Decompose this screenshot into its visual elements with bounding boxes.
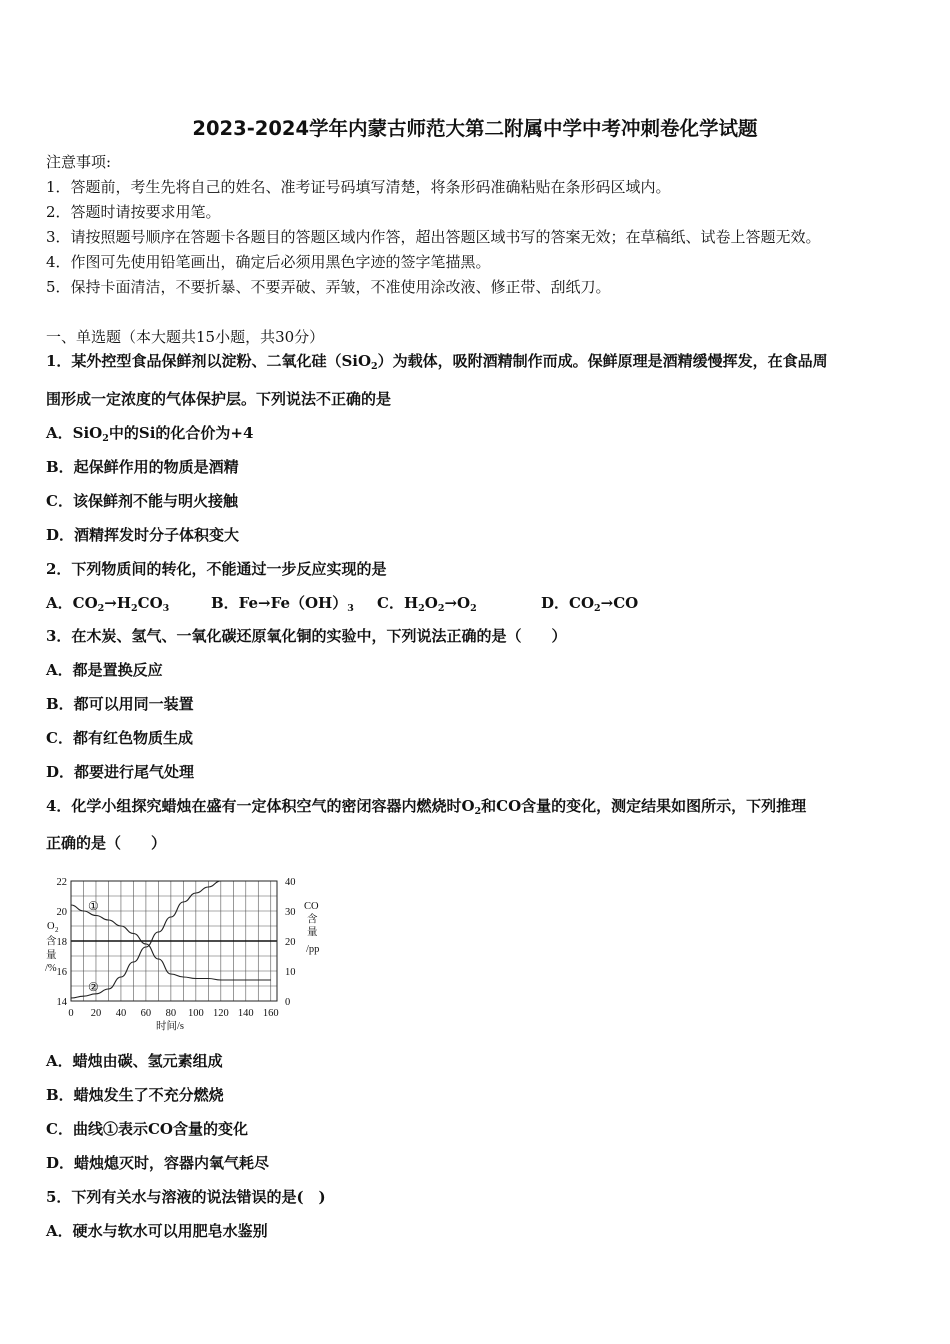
- y-right-label-char: 量: [307, 927, 318, 938]
- x-axis-label: 时间/s: [155, 1021, 185, 1032]
- question-4-option-a: A．蜡烛由碳、氢元素组成: [46, 1052, 223, 1070]
- question-3-option-d: D．都要进行尾气处理: [46, 763, 195, 781]
- x-tick-label: 100: [187, 1008, 204, 1019]
- question-3-option-b: B．都可以用同一装置: [46, 695, 194, 713]
- question-1-option-d: D．酒精挥发时分子体积变大: [46, 526, 240, 544]
- x-tick-labels: [68, 1008, 278, 1019]
- x-tick-label: 120: [212, 1008, 229, 1019]
- question-4-option-c: C．曲线①表示CO含量的变化: [46, 1120, 248, 1138]
- note-item: 4．作图可先使用铅笔画出，确定后必须用黑色字迹的签字笔描黑。: [46, 253, 491, 271]
- question-4-option-d: D．蜡烛熄灭时，容器内氧气耗尽: [46, 1154, 270, 1172]
- x-tick-label: 80: [165, 1008, 177, 1019]
- question-5-option-a: A．硬水与软水可以用肥皂水鉴别: [46, 1222, 268, 1240]
- question-4-stem-line1: 4．化学小组探究蜡烛在盛有一定体积空气的密闭容器内燃烧时$O_2$和CO含量的变化，测定结果如图所示，下列推理: [46, 797, 807, 817]
- y-left-tick-label: 20: [56, 907, 67, 918]
- question-4-stem-line2: 正确的是（ ）: [46, 834, 167, 852]
- x-tick-label: 20: [90, 1008, 102, 1019]
- y-right-tick-label: 10: [285, 967, 296, 978]
- y-left-tick-label: 18: [56, 937, 67, 948]
- question-1-option-a: A．SiO$_2$中的Si的化合价为+4: [46, 424, 254, 444]
- curve-label-1: ①: [88, 899, 99, 913]
- page-title: 2023-2024学年内蒙古师范大第二附属中学中考冲刺卷化学试题: [192, 117, 758, 140]
- question-5-stem: 5．下列有关水与溶液的说法错误的是( ): [46, 1188, 326, 1206]
- y-left-tick-label: 22: [56, 877, 67, 888]
- note-item: 3．请按照题号顺序在答题卡各题目的答题区域内作答，超出答题区域书写的答案无效；在草稿纸、试卷上答题无效。: [46, 228, 821, 246]
- question-1-option-c: C．该保鲜剂不能与明火接触: [46, 492, 238, 510]
- question-3-option-a: A．都是置换反应: [46, 661, 163, 679]
- x-tick-label: 40: [115, 1008, 127, 1019]
- y-right-label-co: CO: [304, 901, 319, 912]
- curve-label-2: ②: [88, 980, 99, 994]
- y-right-tick-label: 20: [285, 937, 296, 948]
- question-2-option-d: D．$CO_2\to CO$: [541, 594, 639, 614]
- y-left-label-char: 量: [46, 950, 57, 961]
- question-2-stem: 2．下列物质间的转化，不能通过一步反应实现的是: [46, 560, 387, 578]
- question-1-option-b: B．起保鲜作用的物质是酒精: [46, 458, 239, 476]
- note-item: 5．保持卡面清洁，不要折暴、不要弄破、弄皱，不准使用涂改液、修正带、刮纸刀。: [46, 278, 611, 296]
- o2-co-line-chart: [40, 866, 340, 1036]
- x-tick-label: 140: [237, 1008, 254, 1019]
- question-1-stem-line2: 围形成一定浓度的气体保护层。下列说法不正确的是: [46, 390, 392, 408]
- y-left-label-sub: 2: [55, 926, 59, 934]
- question-3-option-c: C．都有红色物质生成: [46, 729, 193, 747]
- x-tick-label: 60: [140, 1008, 152, 1019]
- notes-heading: 注意事项:: [46, 153, 112, 171]
- section-heading: 一、单选题（本大题共15小题，共30分）: [46, 328, 325, 346]
- question-4-option-b: B．蜡烛发生了不充分燃烧: [46, 1086, 224, 1104]
- x-tick-label: 0: [68, 1008, 74, 1019]
- x-tick-label: 160: [262, 1008, 279, 1019]
- question-2-option-a: A．$CO_2\to H_2CO_3$: [46, 594, 170, 614]
- question-2-option-b: B．$Fe\to Fe(OH)_3$: [211, 594, 354, 614]
- y-right-tick-label: 0: [285, 997, 291, 1008]
- chart-grid: [71, 881, 277, 1001]
- note-item: 2．答题时请按要求用笔。: [46, 203, 221, 221]
- question-1-stem-line1: 1．某外控型食品保鲜剂以淀粉、二氧化硅（SiO$_2$）为载体，吸附酒精制作而成。保鲜原理是酒精缓慢挥发，在食品周: [46, 352, 828, 372]
- y-left-tick-labels: [57, 877, 68, 1008]
- y-right-label-unit: /pp: [306, 944, 320, 955]
- y-right-label-char: 含: [307, 914, 318, 925]
- note-item: 1．答题前，考生先将自己的姓名、准考证号码填写清楚，将条形码准确粘贴在条形码区域内。: [46, 178, 671, 196]
- y-left-tick-label: 14: [56, 997, 67, 1008]
- y-left-label-char: 含: [46, 936, 57, 947]
- question-2-option-c: C．$H_2O_2\to O_2$: [377, 594, 477, 614]
- question-3-stem: 3．在木炭、氢气、一氧化碳还原氧化铜的实验中，下列说法正确的是（ ）: [46, 627, 567, 645]
- y-right-tick-label: 40: [285, 877, 296, 888]
- y-left-label-unit: /%: [45, 963, 57, 974]
- y-right-tick-labels: [285, 877, 296, 1008]
- y-left-tick-label: 16: [56, 967, 67, 978]
- y-right-tick-label: 30: [285, 907, 296, 918]
- y-left-label-o: O: [47, 921, 55, 932]
